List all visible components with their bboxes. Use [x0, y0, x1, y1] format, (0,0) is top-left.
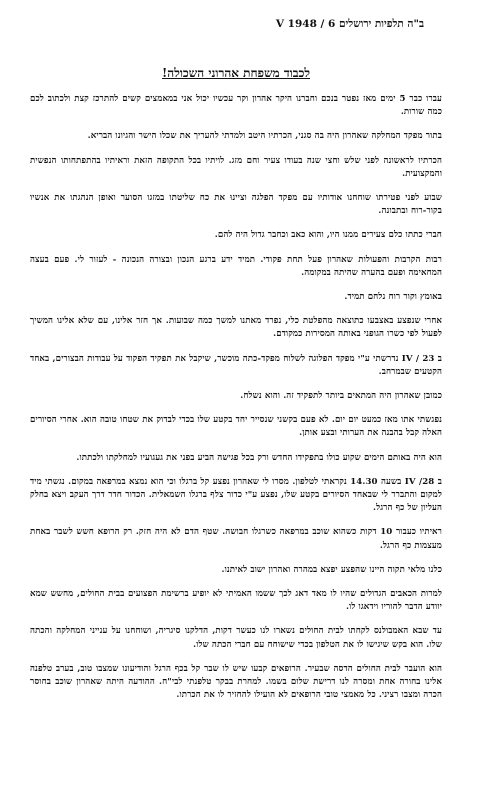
paragraph: למרות הכאבים הגדולים שהיו לו מאד דאג לכך ששמו האמיתי לא יופיע ברשימת הפצועים בבית החולים, מחשש שמא יוודע הדבר להוריו וידאגו לו.	[30, 589, 442, 613]
paragraph: הוא היה באותם הימים שקוע כולו בתפקידו החדש ורק בכל פגישה הביע בפני את געגועיו למחלקתו ולכתתו.	[76, 452, 442, 463]
paragraph: חברי כתתו כלם צעירים ממנו היו, והוא כאב וכחבר גדול היה להם.	[214, 230, 442, 241]
paragraph: נפגשתי אתו מאז כמעט יום יום. לא פעם בקשני שנסייר יחד בקטע שלו בכדי לבדוק את שטחו טובה הוא. אחרי הסיורים האלה קבל בהבנה את הערותי ובצע אותן.	[30, 415, 442, 439]
letter-header: ב"ה תלפיות ירושלים 6 / V 1948	[275, 18, 424, 30]
paragraph: בתור מפקד המחלקה שאהרון היה בה סגני, הכרתיו היטב ולמדתי להעריך את שכלו הישר והגיונו הבריא.	[87, 131, 442, 142]
paragraph: הכרתיו לראשונה לפני שלש וחצי שנה בעודו צעיר וחם מזג. לויתיו בכל התקופה הזאת וראיתיו בהתפתחותו הנפשית והמקצועית.	[30, 155, 442, 179]
paragraph: רבות הקרבות והפעולות שאהרון פעל תחת פקודי. תמיד ידע ברגע הנכון ובצורה הנכונה - לעזור לי. פעם בעצה המחאימה ופעם בהערה שהיתה במקומה.	[30, 254, 442, 278]
paragraph: כלנו מלאי תקוה היינו שהפצע יפצא במהרה ואהרון ישוב לאיתנו.	[221, 564, 442, 575]
paragraph: באומץ וקור רוח נלחם תמיד.	[344, 292, 442, 303]
paragraph: ראיתיו כעבור 10 דקות כשהוא שוכב במרפאה כשרגלו חבושה. שטף הדם לא היה חזק. רק הרופא חשש לשבר באחת מעצמות כף הרגל.	[30, 527, 442, 551]
paragraph: כמובן שאהרון היה המתאים ביותר לתפקיד זה. והוא נשלח.	[240, 391, 442, 402]
paragraph: הוא הועבר לבית החולים הדסה שבעיר. הרופאים קבעו שיש לו שבר קל בכף הרגל והודיעונו שמצבו טוב, בערב טלפנה אלינו בחורה אחת ומסרה לנו דרישת שלום בשמו. למחרת בבקר טלפנתי לבי"ח. ההודעה היתה שאהרון שוכב בחוסר הכרה ומצבו רציני. כל מאמצי טובי הרופאים לא הועילו להחזיר לו את הכרתו.	[30, 663, 442, 701]
paragraph: עד שבא האמבולנס לקחתו לבית החולים נשארו לנו כעשר דקות, הדלקנו סיגריה, ושוחחנו על ענייני המחלקה והכתה שלו. הוא בקש שיגישו לו את הטלפון בכדי שישוחח עם חברי הכתה שלו.	[30, 626, 442, 650]
paragraph: אחרי שנפצע באצבעו כתוצאה מהפלטת כלי, נפרד מאתנו למשך כמה שבועות. אך חזר אלינו, עם שלא אלינו המשיך לפעול לפי כשרו הגופני באותה המסירות כמקודם.	[30, 316, 442, 340]
letter-salutation: לכבוד משפחת אהרוני השכולה!	[162, 66, 310, 80]
paragraph: שבוע לפני פטירתו שוחחנו אודותיו עם מפקד הפלגה וציינוּ את כח שליטתו במזגו הסוער ואופן הנהגתו את אנשיו בקור-רוח ובתבונה.	[30, 193, 442, 217]
paragraph: ב IV /28 בשעה 14.30 נקראתי לטלפון. מסרו לי שאהרון נפצע קל ברגלו וכי הוא נמצא במרפאה במקום. נגשתי מיד למקום והתברר לי שבאחד הסיורים בקטע שלו, נפצע ע"י כדור צלף ברגלו השמאלית. הכדור חדר דרך העקב ויצא בחלק העליון של כף הרגל.	[30, 476, 442, 514]
paragraph: ב IV / 23 נדרשתי ע"י מפקד הפלוגה לשלוח מפקד-כתה מוכשר, שיקבל את תפקיד הפקוד על עבודות הבצורים, באחד הקטעים שבמרחב.	[30, 353, 442, 377]
paragraph: עברו כבר 5 ימים מאז נפטר בנכם וחברנו היקר אהרון וקר עכשיו יכול אני במאמצים קשים להתרכז קצת ולכתוב לכם כמה שורות.	[30, 94, 442, 118]
